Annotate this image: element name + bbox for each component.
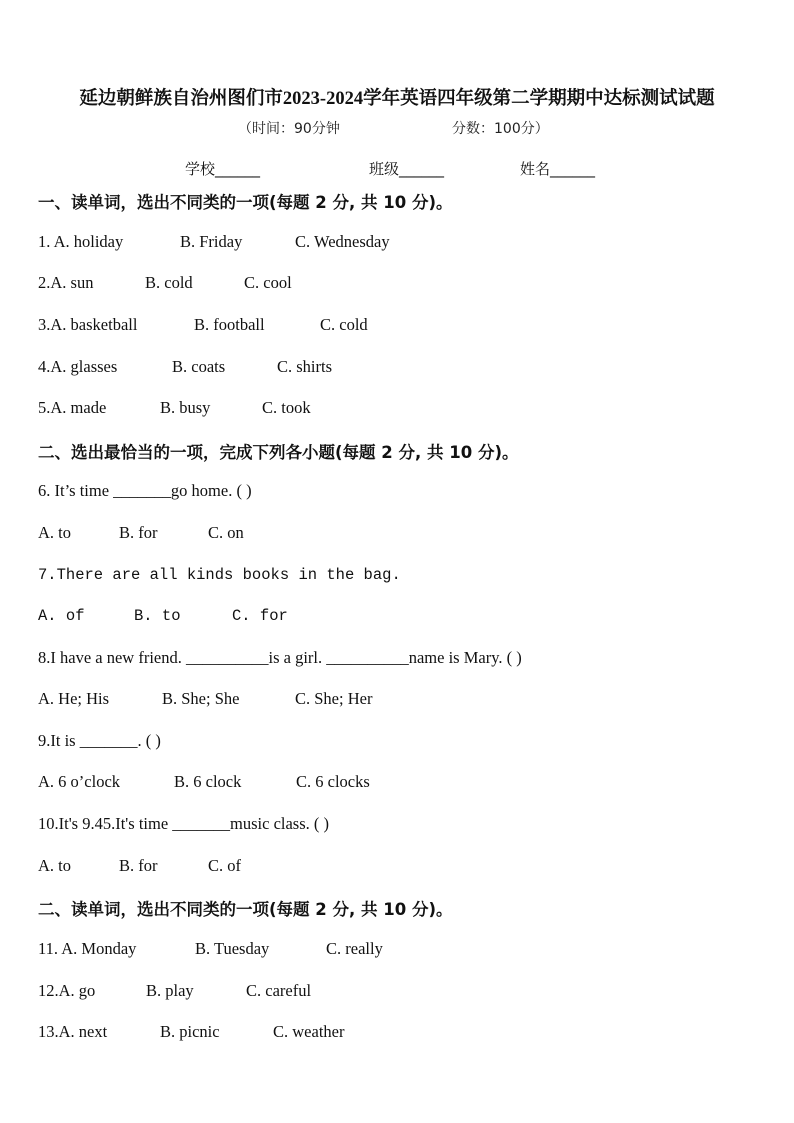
q11-option-c[interactable]: C. really: [326, 939, 383, 958]
q5-option-c[interactable]: C. took: [262, 398, 311, 417]
q6-option-c[interactable]: C. on: [208, 523, 244, 542]
exam-score: 分数：100分）: [452, 121, 549, 137]
q2-option-a[interactable]: 2.A. sun: [38, 273, 94, 292]
q10-option-a[interactable]: A. to: [38, 856, 71, 875]
page-title: 延边朝鲜族自治州图们市2023-2024学年英语四年级第二学期期中达标测试试题: [79, 89, 715, 109]
q9-blank[interactable]: _______: [79, 731, 138, 750]
q2-option-c[interactable]: C. cool: [244, 273, 292, 292]
q12-option-b[interactable]: B. play: [146, 981, 194, 1000]
q5-option-b[interactable]: B. busy: [160, 398, 211, 417]
q9-option-a[interactable]: A. 6 o’clock: [38, 772, 121, 791]
question-10-stem: 10.It's 9.45.It's time _______music class. ( ): [38, 814, 330, 833]
q4-option-c[interactable]: C. shirts: [277, 357, 333, 376]
question-6-stem: 6. It’s time _______go home. ( ): [38, 481, 252, 500]
question-7-stem: 7.There are all kinds books in the bag.: [38, 566, 401, 584]
q6-blank[interactable]: _______: [113, 481, 171, 500]
q9-option-c[interactable]: C. 6 clocks: [296, 772, 370, 791]
q8-blank-1[interactable]: __________: [185, 648, 269, 667]
q11-option-a[interactable]: 11. A. Monday: [38, 939, 137, 958]
school-field[interactable]: 学校______: [185, 160, 261, 178]
q8-option-c[interactable]: C. She; Her: [295, 689, 373, 708]
q1-option-c[interactable]: C. Wednesday: [295, 232, 390, 251]
q9-option-b[interactable]: B. 6 clock: [174, 772, 242, 791]
q2-option-b[interactable]: B. cold: [145, 273, 193, 292]
q6-option-a[interactable]: A. to: [38, 523, 71, 542]
q13-option-c[interactable]: C. weather: [273, 1022, 345, 1041]
q7-option-a[interactable]: A. of: [38, 607, 85, 625]
question-9-stem: 9.It is _______. ( ): [38, 731, 161, 750]
q8-option-b[interactable]: B. She; She: [162, 689, 240, 708]
q1-option-b[interactable]: B. Friday: [180, 232, 243, 251]
q4-option-b[interactable]: B. coats: [172, 357, 226, 376]
section-1-title: 一、读单词，选出不同类的一项(每题 2 分, 共 10 分)。: [38, 193, 453, 212]
q12-option-a[interactable]: 12.A. go: [38, 981, 96, 1000]
q8-option-a[interactable]: A. He; His: [38, 689, 110, 708]
question-8-stem: 8.I have a new friend. __________is a girl. __________name is Mary. ( ): [38, 648, 522, 667]
q11-option-b[interactable]: B. Tuesday: [195, 939, 270, 958]
q7-option-c[interactable]: C. for: [232, 607, 288, 625]
q3-option-b[interactable]: B. football: [194, 315, 265, 334]
q4-option-a[interactable]: 4.A. glasses: [38, 357, 118, 376]
q12-option-c[interactable]: C. careful: [246, 981, 312, 1000]
q13-option-a[interactable]: 13.A. next: [38, 1022, 108, 1041]
class-field[interactable]: 班级______: [369, 160, 445, 178]
q3-option-a[interactable]: 3.A. basketball: [38, 315, 138, 334]
exam-time: （时间：90分钟: [238, 121, 340, 137]
q1-option-a[interactable]: 1. A. holiday: [38, 232, 124, 251]
q7-option-b[interactable]: B. to: [134, 607, 181, 625]
q13-option-b[interactable]: B. picnic: [160, 1022, 220, 1041]
q6-option-b[interactable]: B. for: [119, 523, 158, 542]
q10-blank[interactable]: _______: [172, 814, 231, 833]
q3-option-c[interactable]: C. cold: [320, 315, 368, 334]
q8-blank-2[interactable]: __________: [326, 648, 409, 667]
section-3-title: 二、读单词，选出不同类的一项(每题 2 分, 共 10 分)。: [38, 900, 453, 919]
q5-option-a[interactable]: 5.A. made: [38, 398, 107, 417]
section-2-title: 二、选出最恰当的一项，完成下列各小题(每题 2 分, 共 10 分)。: [38, 443, 519, 462]
q10-option-c[interactable]: C. of: [208, 856, 241, 875]
q10-option-b[interactable]: B. for: [119, 856, 158, 875]
name-field[interactable]: 姓名______: [520, 160, 596, 178]
